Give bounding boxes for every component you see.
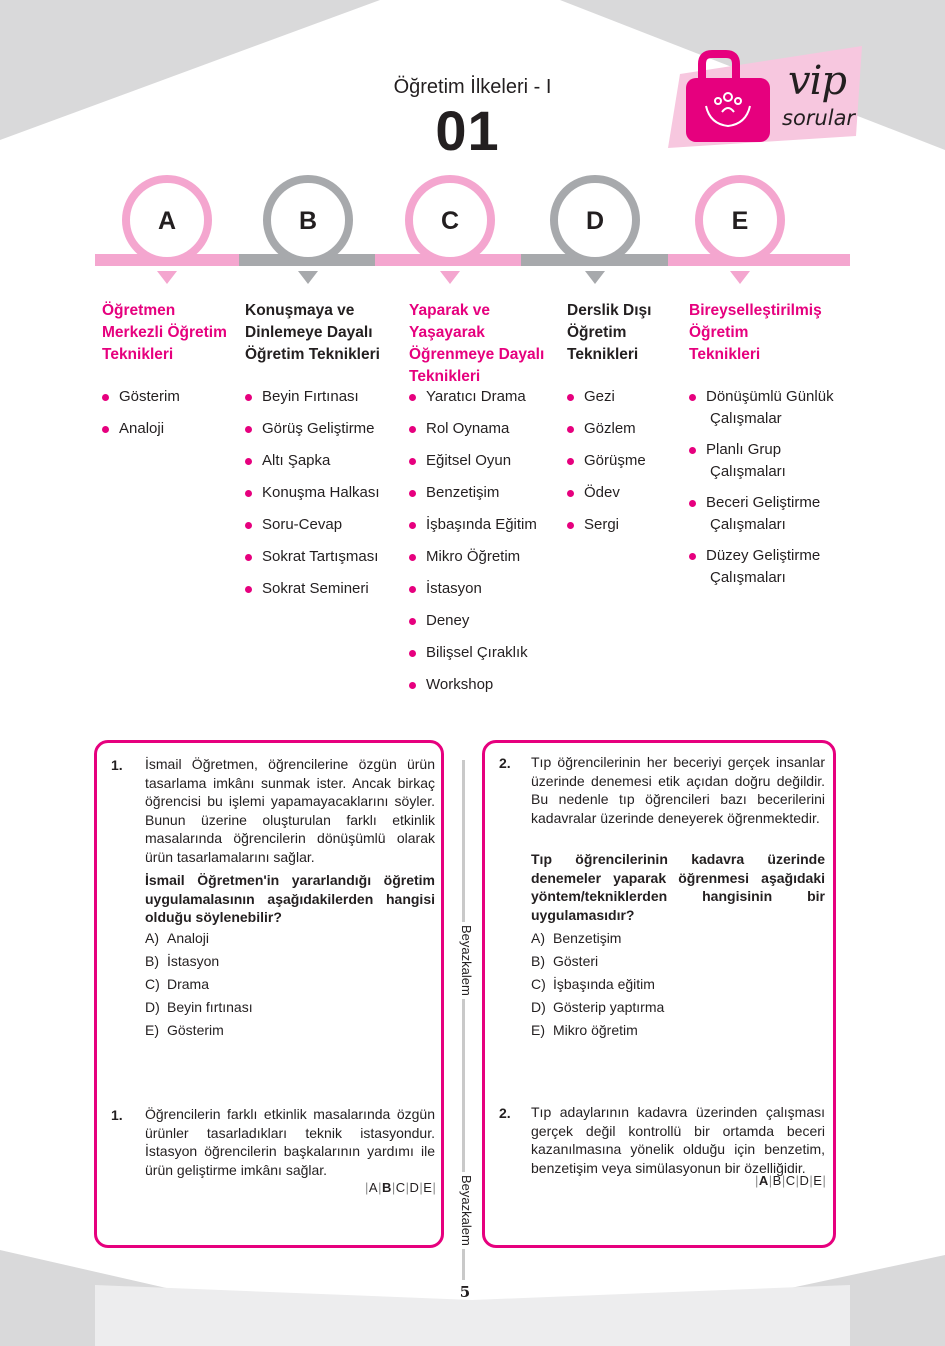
question-box-1 <box>94 740 444 1248</box>
list-item: Gösterim <box>102 386 237 408</box>
answer-1-explanation: Öğrencilerin farklı etkinlik masalarında özgün ürünler tasarladıkları teknik istasyondur. İstasyon öğrencilerin başkalarının yardımı ile ürün geliştirme imkânı sağlar. <box>145 1106 435 1178</box>
column-c-title: Yaparak ve Yaşayarak Öğrenmeye Dayalı Teknikleri <box>409 302 545 385</box>
bullet-icon <box>102 426 109 433</box>
list-item: Benzetişim <box>409 482 559 504</box>
list-item: Sokrat Tartışması <box>245 546 400 568</box>
question-2-number: 2. <box>499 755 511 771</box>
column-b <box>245 300 400 610</box>
bullet-icon <box>689 553 696 560</box>
answer-1-number: 1. <box>111 1107 123 1123</box>
bullet-icon <box>245 554 252 561</box>
list-item: Soru-Cevap <box>245 514 400 536</box>
bullet-icon <box>409 490 416 497</box>
bullet-icon <box>409 682 416 689</box>
list-item: Görüşme <box>567 450 677 472</box>
side-label-top: Beyazkalem <box>459 922 474 999</box>
side-label-bottom: Beyazkalem <box>459 1172 474 1249</box>
answer-2-key: |A|B|C|D|E| <box>755 1173 827 1188</box>
list-item: Beceri Geliştirme Çalışmaları <box>689 492 849 536</box>
option-c[interactable]: C) İşbaşında eğitim <box>531 976 655 992</box>
option-a[interactable]: A) Analoji <box>145 930 210 946</box>
list-item: İşbaşında Eğitim <box>409 514 559 536</box>
column-e <box>689 300 849 598</box>
timeline-letter-a: A <box>157 207 177 235</box>
bullet-icon <box>245 458 252 465</box>
bullet-icon <box>245 394 252 401</box>
question-2-options <box>531 929 664 1044</box>
column-b-title: Konuşmaya ve Dinlemeye Dayalı Öğretim Teknikleri <box>245 302 380 363</box>
question-1-options <box>145 929 253 1044</box>
list-item: Analoji <box>102 418 237 440</box>
bullet-icon <box>689 447 696 454</box>
bullet-icon <box>567 394 574 401</box>
section-number: 01 <box>435 99 500 162</box>
option-a[interactable]: A) Benzetişim <box>531 930 622 946</box>
option-e[interactable]: E) Mikro öğretim <box>531 1022 638 1038</box>
list-item: Altı Şapka <box>245 450 400 472</box>
option-c[interactable]: C) Drama <box>145 976 210 992</box>
option-d[interactable]: D) Beyin fırtınası <box>145 999 253 1015</box>
list-item: Ödev <box>567 482 677 504</box>
bullet-icon <box>409 394 416 401</box>
list-item: Mikro Öğretim <box>409 546 559 568</box>
bullet-icon <box>245 586 252 593</box>
timeline-letter-e: E <box>731 207 749 235</box>
list-item: Dönüşümlü Günlük Çalışmalar <box>689 386 849 430</box>
column-a <box>102 300 237 450</box>
bullet-icon <box>689 394 696 401</box>
question-box-2 <box>482 740 836 1248</box>
list-item: Planlı Grup Çalışmaları <box>689 439 849 483</box>
list-item: Rol Oynama <box>409 418 559 440</box>
list-item: Konuşma Halkası <box>245 482 400 504</box>
list-item: İstasyon <box>409 578 559 600</box>
bullet-icon <box>567 522 574 529</box>
page-title: Öğretim İlkeleri - I <box>393 76 552 98</box>
answer-2-number: 2. <box>499 1105 511 1121</box>
bullet-icon <box>245 522 252 529</box>
option-d[interactable]: D) Gösterip yaptırma <box>531 999 665 1015</box>
list-item: Deney <box>409 610 559 632</box>
timeline <box>0 168 945 298</box>
list-item: Sergi <box>567 514 677 536</box>
page-number: 5 <box>459 1283 471 1301</box>
question-1-number: 1. <box>111 757 123 773</box>
option-b[interactable]: B) Gösteri <box>531 953 599 969</box>
list-item: Sokrat Semineri <box>245 578 400 600</box>
question-2-stem: Tıp öğrencilerinin her beceriyi gerçek insanlar üzerinde denemesi etik açıdan doğru değildir. Bu nedenle tıp öğrencileri bazı becerilerini kadavralar üzerinde deneyerek öğrenmektedir. <box>531 754 825 826</box>
list-item: Bilişsel Çıraklık <box>409 642 559 664</box>
list-item: Workshop <box>409 674 559 696</box>
bullet-icon <box>567 458 574 465</box>
list-item: Eğitsel Oyun <box>409 450 559 472</box>
timeline-letter-c: C <box>440 207 460 235</box>
bullet-icon <box>102 394 109 401</box>
bullet-icon <box>409 618 416 625</box>
bullet-icon <box>409 458 416 465</box>
question-1-stem: İsmail Öğretmen, öğrencilerine özgün ürün tasarlama imkânı sunmak ister. Ancak birkaç öğrencisi bu işlemi yapamayacaklarını söyler. Bunun üzerine oluşturulan farklı etkinlik masalarında öğrencilerin dönüşümlü olarak ürün tasarlamalarını sağlar. <box>145 756 435 865</box>
bullet-icon <box>409 650 416 657</box>
bullet-icon <box>567 426 574 433</box>
bullet-icon <box>567 490 574 497</box>
timeline-letter-b: B <box>298 207 318 235</box>
bullet-icon <box>409 586 416 593</box>
bullet-icon <box>245 426 252 433</box>
list-item: Görüş Geliştirme <box>245 418 400 440</box>
bullet-icon <box>409 426 416 433</box>
timeline-letter-d: D <box>585 207 605 235</box>
option-b[interactable]: B) İstasyon <box>145 953 220 969</box>
column-e-title: Bireyselleştirilmiş Öğretim Teknikleri <box>689 302 822 363</box>
sorular-label: sorular <box>782 106 856 130</box>
answer-2-explanation: Tıp adaylarının kadavra üzerinden çalışması gerçek değil kontrollü bir ortamda beceri kazanılmasına yönelik olduğu için benzetim, benzetişim veya simülasyonun bir özelliğidir. <box>531 1104 825 1176</box>
column-a-title: Öğretmen Merkezli Öğretim Teknikleri <box>102 302 227 363</box>
list-item: Beyin Fırtınası <box>245 386 400 408</box>
bullet-icon <box>245 490 252 497</box>
bullet-icon <box>409 522 416 529</box>
vip-label: vip <box>788 58 846 104</box>
column-d <box>567 300 677 546</box>
list-item: Yaratıcı Drama <box>409 386 559 408</box>
column-d-title: Derslik Dışı Öğretim Teknikleri <box>567 302 652 363</box>
list-item: Düzey Geliştirme Çalışmaları <box>689 545 849 589</box>
bullet-icon <box>689 500 696 507</box>
question-2-prompt: Tıp öğrencilerinin kadavra üzerinde denemeler yaparak öğrenmesi aşağıdaki yöntem/tekniklerden hangisinin bir uygulamasıdır? <box>531 851 825 923</box>
list-item: Gezi <box>567 386 677 408</box>
answer-1-key: |A|B|C|D|E| <box>365 1180 437 1195</box>
option-e[interactable]: E) Gösterim <box>145 1022 224 1038</box>
list-item: Gözlem <box>567 418 677 440</box>
column-c <box>409 300 559 706</box>
bullet-icon <box>409 554 416 561</box>
question-1-prompt: İsmail Öğretmen'in yararlandığı öğretim uygulamalasının aşağıdakilerden hangisi olduğu söylenebilir? <box>145 872 435 925</box>
